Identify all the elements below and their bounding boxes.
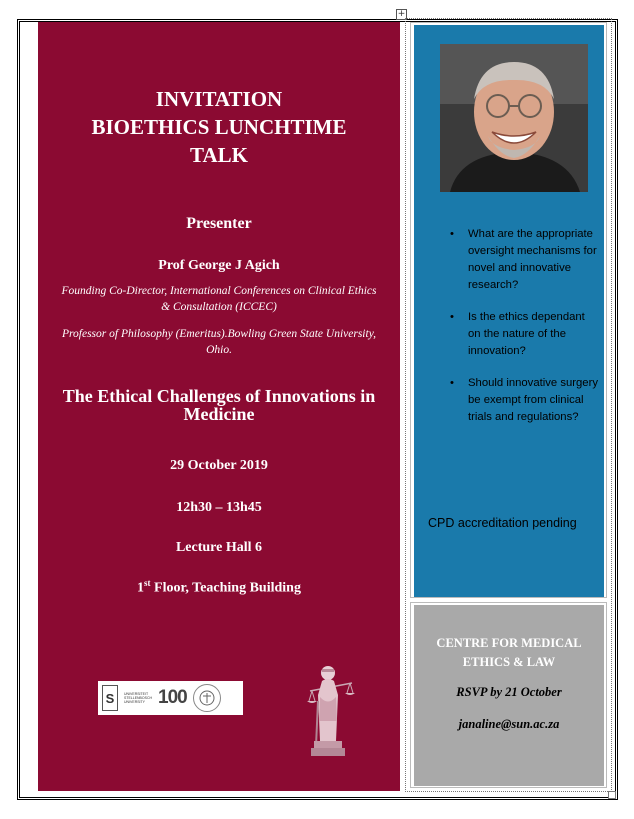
rsvp-deadline: RSVP by 21 October	[456, 685, 562, 699]
university-name: UNIVERSITEIT STELLENBOSCH UNIVERSITY	[124, 692, 153, 704]
list-item	[446, 309, 600, 360]
presenter-affiliation-1: Founding Co-Director, International Conferences on Clinical Ethics & Consultation (ICCEC)	[61, 285, 377, 313]
question-text: Is the ethics dependant on the nature of the innovation?	[468, 311, 585, 357]
contact-panel	[414, 605, 604, 786]
question-text: What are the appropriate oversight mechanisms for novel and innovative research?	[468, 228, 597, 291]
title-line: BIOETHICS LUNCHTIME	[91, 115, 347, 139]
centre-line: CENTRE FOR MEDICAL	[436, 636, 582, 650]
bullet-icon: •	[450, 311, 454, 323]
resize-handle[interactable]	[608, 791, 616, 799]
event-venue: Lecture Hall 6	[175, 540, 263, 555]
centre-line: ETHICS & LAW	[462, 655, 556, 669]
lady-justice-icon	[300, 661, 358, 761]
title-line: TALK	[190, 143, 248, 167]
bullet-icon: •	[450, 377, 454, 389]
talk-title: The Ethical Challenges of Innovations in Medicine	[62, 386, 376, 424]
invitation-title	[38, 85, 400, 169]
floor-number: 1	[137, 580, 145, 596]
question-list	[446, 226, 600, 441]
centenary-mark: 100	[158, 687, 187, 708]
list-item	[446, 226, 600, 294]
presenter-label: Presenter	[186, 215, 252, 232]
cpd-note: CPD accreditation pending	[428, 516, 577, 530]
crest-icon	[193, 684, 221, 712]
rsvp-email[interactable]: janaline@sun.ac.za	[458, 717, 560, 731]
title-line: INVITATION	[155, 87, 283, 111]
floor-suffix: st	[144, 578, 151, 588]
university-logo	[98, 681, 243, 715]
event-floor	[38, 578, 400, 597]
presenter-name: Prof George J Agich	[158, 258, 280, 273]
move-handle-icon[interactable]: +	[397, 9, 406, 19]
event-time: 12h30 – 13h45	[176, 500, 262, 515]
presenter-photo	[440, 44, 588, 192]
centre-name	[414, 634, 604, 672]
event-date: 29 October 2019	[170, 458, 268, 473]
presenter-affiliation-2: Professor of Philosophy (Emeritus).Bowling Green State University, Ohio.	[61, 328, 377, 356]
bullet-icon: •	[450, 228, 454, 240]
question-text: Should innovative surgery be exempt from clinical trials and regulations?	[468, 377, 598, 423]
list-item	[446, 375, 600, 426]
university-mark: S	[102, 685, 118, 711]
floor-building: Floor, Teaching Building	[150, 580, 301, 596]
